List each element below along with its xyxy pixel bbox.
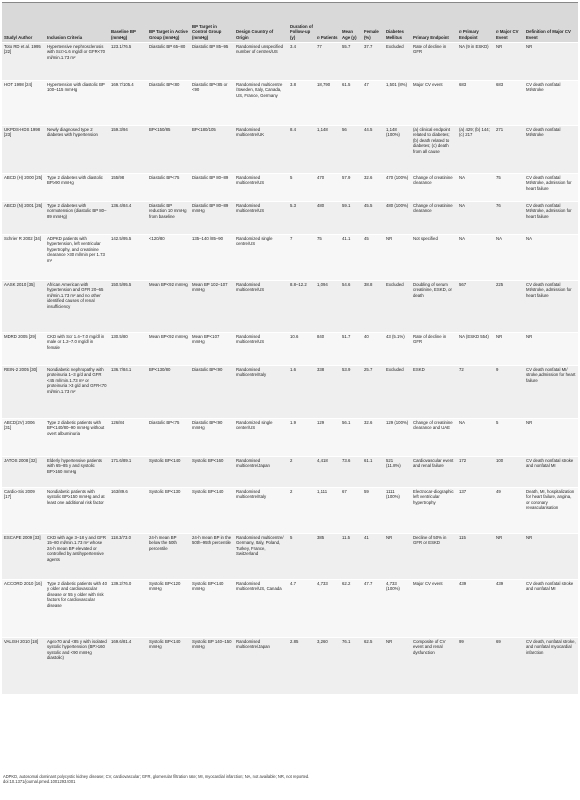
- table-cell: 129 (100%): [386, 420, 409, 425]
- table-cell: Diastolic BP 80–89: [192, 175, 229, 180]
- table-cell: NA: [459, 175, 465, 180]
- table-cell: 470 (100%): [386, 175, 409, 180]
- table-row: [2, 81, 578, 126]
- table-cell: Randomised unspecified number of centres/US: [236, 44, 284, 55]
- table-cell: Nondiabetic nephropathy with proteinuria 1–3 g/d and GFR <45 ml/min.1.73 m² or proteinuria >3 g/d and GFR<70 ml/min.1.73 m²: [47, 367, 107, 394]
- column-header: Duration of Follow-up (y): [290, 23, 313, 40]
- table-cell: 18,790: [317, 82, 331, 87]
- table-cell: Diastolic BP<80: [149, 82, 180, 87]
- table-cell: 59.1: [342, 203, 351, 208]
- table-cell: Schrier R 2002 [34]: [4, 236, 42, 241]
- table-cell: 169.7/105.4: [111, 82, 134, 87]
- table-cell: Diastolic BP 80–89 mmHg: [192, 203, 229, 214]
- table-row: [2, 202, 578, 235]
- column-header: Design Country of Origin: [236, 29, 274, 40]
- table-cell: 1,148 (100%): [386, 127, 400, 138]
- table-cell: ABCD (H) 2000 [25]: [4, 175, 43, 180]
- table-cell: 139.2/76.0: [111, 581, 132, 586]
- table-cell: Excluded: [386, 367, 404, 372]
- table-cell: Rate of decline in GFR: [413, 334, 447, 345]
- table-header: [2, 3, 578, 43]
- table-cell: 54.6: [342, 282, 351, 287]
- table-cell: 1,094: [317, 282, 328, 287]
- table-cell: Systolic BP<140 mmHg: [149, 639, 181, 650]
- table-cell: Mean BP<107 mmHg: [192, 334, 220, 345]
- table-cell: NA: [496, 236, 502, 241]
- table-cell: 2.85: [290, 639, 299, 644]
- table-cell: 99: [459, 639, 464, 644]
- table-cell: 150.5/95.5: [111, 282, 132, 287]
- table-cell: 53.9: [342, 367, 351, 372]
- table-cell: AASK 2010 [35]: [4, 282, 35, 287]
- abbreviations-note: ADPKD, autosomal dominant polycystic kidney disease; CV, cardiovascular; GFR, glomerular filtration rate; MI, myocardial infarction; NA, not available; NR, not reported.: [3, 774, 310, 779]
- table-cell: 567: [459, 282, 467, 287]
- table-cell: 45: [364, 236, 369, 241]
- table-cell: 123.1/76.5: [111, 44, 132, 49]
- table-cell: 3,260: [317, 639, 328, 644]
- table-row: [2, 43, 578, 81]
- table-cell: 59: [364, 489, 369, 494]
- table-footnote: [3, 774, 577, 785]
- table-cell: 45.5: [364, 203, 373, 208]
- table-row: [2, 126, 578, 174]
- table-cell: 3.8: [290, 82, 296, 87]
- table-cell: NR: [526, 535, 533, 540]
- table-cell: Randomised multicentre/US, Canada: [236, 581, 282, 592]
- table-cell: 44.5: [364, 127, 373, 132]
- table-cell: 1,111: [317, 489, 328, 494]
- table-cell: Randomised multicentre/US: [236, 282, 265, 293]
- header-row: [2, 3, 578, 43]
- column-header: Study/ Author: [4, 34, 33, 40]
- column-header: Female (%): [364, 29, 379, 40]
- column-header: n Primary Endpoint: [459, 29, 479, 40]
- table-cell: 338: [317, 367, 325, 372]
- table-cell: Composite of CV event and renal dysfunction: [413, 639, 446, 655]
- table-cell: 8.4: [290, 127, 296, 132]
- table-cell: NR: [496, 334, 503, 339]
- table-cell: 9: [496, 367, 499, 372]
- table-row: [2, 174, 578, 202]
- table-cell: Doubling of serum creatinine, ESKD, or death: [413, 282, 452, 298]
- table-cell: Mean BP 102–107 mmHg: [192, 282, 228, 293]
- table-cell: Diastolic BP<85 or <90: [192, 82, 228, 93]
- table-cell: 69: [496, 639, 501, 644]
- table-cell: 55.7: [342, 44, 351, 49]
- table-cell: Systolic BP 140–150 mmHg: [192, 639, 232, 650]
- table-cell: 521 (11.8%): [386, 458, 401, 469]
- table-cell: 118.3/73.0: [111, 535, 131, 540]
- table-cell: Hypertensive nephrosclerosis with Scr>1.6 mg/dl or GFR<70 ml/min.1.73 m²: [47, 44, 106, 60]
- table-cell: NA: [459, 236, 465, 241]
- table-cell: 4,418: [317, 458, 328, 463]
- table-cell: 76.1: [342, 639, 351, 644]
- table-cell: Randomised multicentre/Italy: [236, 489, 267, 500]
- table-cell: Not specified: [413, 236, 438, 241]
- table-cell: 171.6/89.1: [111, 458, 132, 463]
- table-cell: Cardio-Sis 2009 [17]: [4, 489, 35, 500]
- table-cell: Diastolic BP 85–95: [192, 44, 229, 49]
- table-cell: 61.5: [342, 82, 351, 87]
- table-cell: 172: [459, 458, 467, 463]
- table-row: [2, 333, 578, 366]
- table-cell: 439: [496, 581, 504, 586]
- table-cell: 683: [496, 82, 504, 87]
- table-cell: Electrocar-diographic left ventricular hypertrophy: [413, 489, 454, 505]
- table-cell: 1,501 (8%): [386, 82, 408, 87]
- table-cell: 51.7: [342, 334, 351, 339]
- table-cell: 43 (5.1%): [386, 334, 405, 339]
- table-cell: NA (ESKD 554): [459, 334, 489, 339]
- table-cell: NA: [459, 420, 465, 425]
- table-cell: 56.1: [342, 420, 351, 425]
- table-cell: NR: [386, 639, 393, 644]
- table-row: [2, 366, 578, 419]
- table-cell: Diastolic BP<75: [149, 420, 180, 425]
- table-cell: <120/80: [149, 236, 165, 241]
- table-cell: ABCD(2V) 2006 [31]: [4, 420, 35, 431]
- table-cell: Mean BP<92 mmHg: [149, 282, 188, 287]
- table-cell: Newly diagnosed type 2 diabetes with hypertension: [47, 127, 98, 138]
- table-cell: CV death nonfatal MI/stroke: [526, 127, 561, 138]
- table-cell: Type 2 diabetic patients with 40 y older and cardiovascular disease or 55 y older with risk factors for cardiovascular disease: [47, 581, 107, 608]
- table-cell: Diastolic BP<90: [192, 367, 223, 372]
- table-cell: 47.7: [364, 581, 373, 586]
- table-row: [2, 534, 578, 580]
- table-cell: 126/84: [111, 420, 125, 425]
- table-cell: 24-h mean BP in the 50th–95th percentile: [192, 535, 232, 546]
- table-cell: 4,733: [317, 581, 328, 586]
- table-cell: Toto RD et al. 1995 [22]: [4, 44, 41, 55]
- table-cell: Systolic BP<140: [192, 489, 224, 494]
- table-cell: 115: [459, 535, 466, 540]
- table-cell: 225: [496, 282, 504, 287]
- table-row: [2, 488, 578, 534]
- table-cell: 840: [317, 334, 325, 339]
- table-cell: CV death nonfatal MI/ stroke,admission for heart failure: [526, 367, 576, 383]
- table-cell: NR: [526, 334, 533, 339]
- table-cell: NR: [526, 420, 533, 425]
- table-row: [2, 235, 578, 281]
- table-cell: Death, MI, hospitalization for heart failure, angina, or coronary revascularisation: [526, 489, 575, 511]
- table-cell: CV death nonfatal MI/stroke, admission for heart failure: [526, 203, 572, 219]
- column-header: BP Target in Control Group (mmHg): [192, 23, 222, 40]
- table-cell: Major CV event: [413, 581, 443, 586]
- table-cell: 10.6: [290, 334, 299, 339]
- table-cell: 73.6: [342, 458, 351, 463]
- table-cell: 470: [317, 175, 325, 180]
- table-cell: 4,733 (100%): [386, 581, 400, 592]
- table-cell: 135–140 /85–90: [192, 236, 224, 241]
- table-cell: 8.8–12.2: [290, 282, 307, 287]
- column-header: n Major CV Event: [496, 29, 519, 40]
- table-cell: Randomised multicentre/Japan: [236, 639, 270, 650]
- table-cell: NR: [496, 44, 503, 49]
- table-cell: Change of creatinine clearance: [413, 175, 453, 186]
- table-cell: Randomised multicentre /Sweden, Italy, Canada, US, France, Germany: [236, 82, 283, 98]
- column-header: n Patients: [317, 34, 338, 40]
- table-cell: ACCORD 2010 [16]: [4, 581, 42, 586]
- table-cell: 77: [317, 44, 322, 49]
- table-cell: 5: [290, 535, 293, 540]
- table-cell: 4.7: [290, 581, 296, 586]
- column-header: Inclusion Criteria: [47, 34, 83, 40]
- table-cell: ESKD: [413, 367, 425, 372]
- table-cell: 100: [496, 458, 504, 463]
- table-cell: Randomised multicentre/ Germany, Italy, Poland, Turkey, France, Switzerland: [236, 535, 284, 557]
- table-cell: Rate of decline in GFR: [413, 44, 447, 55]
- table-cell: 385: [317, 535, 325, 540]
- table-cell: 159.3/94: [111, 127, 128, 132]
- column-header: Baseline BP (mmHg): [111, 29, 136, 40]
- table-cell: Mean BP<92 mmHg: [149, 334, 188, 339]
- table-cell: 155/98: [111, 175, 125, 180]
- table-cell: 62.5: [364, 639, 373, 644]
- table-cell: Randomized single centre/US: [236, 236, 273, 247]
- table-cell: 5: [496, 420, 499, 425]
- table-cell: Randomised multicentre/US: [236, 334, 265, 345]
- table-cell: 41.1: [342, 236, 351, 241]
- table-cell: NR: [526, 44, 533, 49]
- table-cell: 1.6: [290, 367, 296, 372]
- table-cell: Decline of 50% in GFR or ESKD: [413, 535, 447, 546]
- table-cell: Randomised multicentre/US: [236, 203, 265, 214]
- table-body: [2, 43, 578, 694]
- table-cell: BP<150/85: [149, 127, 171, 132]
- table-cell: CV death, nonfatal stroke, and nonfatal myocardial infarction: [526, 639, 576, 655]
- table-cell: 76: [496, 203, 501, 208]
- table-cell: 49: [496, 489, 501, 494]
- table-cell: African American with hypertension and GFR 20–65 ml/min.1.73 m² and no other identified causes of renal insufficiency: [47, 282, 104, 309]
- table-cell: BP<130/80: [149, 367, 171, 372]
- table-cell: NA: [459, 203, 465, 208]
- table-cell: UKPDS-HDS 1998 [23]: [4, 127, 41, 138]
- table-cell: CKD with Scr 1.4–7.0 mg/dl in male or 1.2–7.0 mg/dl in female: [47, 334, 105, 350]
- table-cell: 75: [317, 236, 322, 241]
- table-cell: 169.6/81.4: [111, 639, 132, 644]
- table-cell: 480 (100%): [386, 203, 409, 208]
- table-cell: Major CV event: [413, 82, 443, 87]
- table-cell: 136.4/84.4: [111, 203, 132, 208]
- table-cell: Diastolic BP<90 mmHg: [192, 420, 223, 431]
- table-cell: CV death nonfatal stroke and nonfatal MI: [526, 581, 574, 592]
- table-cell: 130.5/80: [111, 334, 128, 339]
- table-cell: 75: [496, 175, 501, 180]
- table-cell: 37.7: [364, 44, 373, 49]
- table-cell: Randomised multicentre/Italy: [236, 367, 267, 378]
- table-cell: 439: [459, 581, 467, 586]
- table-cell: 47: [364, 82, 369, 87]
- table-row: [2, 638, 578, 694]
- table-cell: Age≥70 and <85 y with isolated systolic hypertension (BP>160 systolic and <90 mmHg diastolic): [47, 639, 107, 661]
- table-cell: Excluded: [386, 282, 404, 287]
- table-cell: 2: [290, 458, 293, 463]
- table-cell: Change of creatinine clearance: [413, 203, 453, 214]
- table-row: [2, 457, 578, 488]
- table-cell: 136.7/84.1: [111, 367, 132, 372]
- table-cell: (a) 429; (b) 144; (c) 217: [459, 127, 490, 138]
- table-cell: Systolic BP<120 mmHg: [149, 581, 181, 592]
- table-cell: Diastolic BP<75: [149, 175, 180, 180]
- table-cell: 3.4: [290, 44, 296, 49]
- table-cell: (a) clinical endpoint related to diabetes; (b) death related to diabetes; (c) death from all cause: [413, 127, 451, 154]
- table-cell: VALISH 2010 [18]: [4, 639, 39, 644]
- table-cell: 38.8: [364, 282, 373, 287]
- table-cell: 57.9: [342, 175, 351, 180]
- table-cell: Type 2 diabetes with diastolic BP≥90 mmHg: [47, 175, 103, 186]
- table-cell: JATOS 2008 [32]: [4, 458, 37, 463]
- doi-note: doi:10.1371/journal.pmed.1001293.t001: [3, 779, 76, 785]
- table-cell: 1,148: [317, 127, 328, 132]
- table-cell: Hypertension with diastolic BP 100–115 mmHg: [47, 82, 105, 93]
- table-cell: 271: [496, 127, 504, 132]
- table-cell: 142.5/95.5: [111, 236, 132, 241]
- table-cell: 480: [317, 203, 325, 208]
- table-cell: Diastolic BP 65–80: [149, 44, 186, 49]
- column-header: Definition of Major CV Event: [526, 29, 571, 40]
- table-cell: 25.7: [364, 367, 373, 372]
- column-header: Primary Endpoint: [413, 34, 449, 40]
- table-cell: NR: [386, 236, 393, 241]
- table-cell: 129: [317, 420, 325, 425]
- table-row: [2, 281, 578, 333]
- table-cell: 163/89.6: [111, 489, 128, 494]
- table-cell: CKD with age 3–18 y and GFR 15–80 ml/min.1.73 m² whose 24-h mean BP elevated or controlled by antihypertensive agents: [47, 535, 106, 562]
- table-cell: Randomised multicentre/UK: [236, 127, 265, 138]
- table-cell: 32.6: [364, 175, 373, 180]
- table-cell: 41: [364, 535, 369, 540]
- table-cell: Randomised multicentre/US: [236, 175, 265, 186]
- table-cell: Randomised multicentre/Japan: [236, 458, 270, 469]
- table-cell: REIN-2 2005 [30]: [4, 367, 38, 372]
- table-cell: Cardiovascular event and renal failure: [413, 458, 454, 469]
- column-header: Mean Age (y): [342, 29, 357, 40]
- table-cell: 5.3: [290, 203, 296, 208]
- table-cell: Systolic BP<140: [149, 458, 181, 463]
- table-cell: 61.1: [364, 458, 373, 463]
- table-cell: Diastolic BP reduction 10 mmHg from baseline: [149, 203, 187, 219]
- table-cell: NA (9 in ESKD): [459, 44, 489, 49]
- table-cell: CV death nonfatal MI/stroke, admission for heart failure: [526, 175, 572, 191]
- table-cell: 11.5: [342, 535, 351, 540]
- table-cell: BP<180/105: [192, 127, 216, 132]
- table-cell: NR: [496, 535, 503, 540]
- table-cell: Systolic BP<130: [149, 489, 181, 494]
- table-cell: 683: [459, 82, 467, 87]
- table-cell: 32.6: [364, 420, 373, 425]
- table-cell: 40: [364, 334, 369, 339]
- table-cell: ABCD (N) 2001 [26]: [4, 203, 43, 208]
- table-cell: 7: [290, 236, 293, 241]
- column-header: BP Target in Active Group (mmHg): [149, 29, 188, 40]
- table-cell: CV death nonfatal MI/stroke: [526, 82, 561, 93]
- table-row: [2, 419, 578, 457]
- table-cell: Nondiabetic patients with systolic BP≥150 mmHg and at least one additional risk factor: [47, 489, 105, 505]
- table-cell: 137: [459, 489, 467, 494]
- table-row: [2, 580, 578, 638]
- table-cell: Change of creatinine clearance and UAE: [413, 420, 453, 431]
- table-cell: Type 2 diabetic patients with BP<140/80–90 mmHg without overt albuminuria: [47, 420, 105, 436]
- column-header: Diabetes Mellitus: [386, 29, 404, 40]
- table-cell: Excluded: [386, 44, 404, 49]
- table-cell: 62.2: [342, 581, 351, 586]
- table-cell: 72: [459, 367, 464, 372]
- table-cell: Randomized single center/US: [236, 420, 273, 431]
- table-cell: 2: [290, 489, 293, 494]
- table-cell: ESCAPE 2009 [33]: [4, 535, 41, 540]
- table-cell: Systolic BP<140 mmHg: [192, 581, 224, 592]
- table-cell: MDRD 2005 [29]: [4, 334, 37, 339]
- table-cell: 1.9: [290, 420, 296, 425]
- table-cell: NA: [526, 236, 532, 241]
- table-cell: CV death nonfatal stroke and nonfatal MI: [526, 458, 574, 469]
- table-cell: NR: [386, 535, 393, 540]
- table-cell: 67: [342, 489, 347, 494]
- table-cell: 24-h mean BP below the 50th percentile: [149, 535, 177, 551]
- table-cell: 5: [290, 175, 293, 180]
- table-cell: HOT 1998 [24]: [4, 82, 33, 87]
- table-cell: Systolic BP<160: [192, 458, 224, 463]
- table-cell: Type 2 diabetes with normotension (diastolic BP 80–89 mmHg): [47, 203, 107, 219]
- table-cell: CV death nonfatal MI/stroke, admission for heart failure: [526, 282, 572, 298]
- table-cell: 56: [342, 127, 347, 132]
- table-cell: Elderly hypertensive patients with 65–85 y and systolic BP>160 mmHg: [47, 458, 102, 474]
- trials-table: [2, 2, 578, 694]
- table-cell: 1111 (100%): [386, 489, 400, 500]
- table-cell: ADPKD patients with hypertension, left ventricular hypertrophy, and creatinine clearance >30 ml/min per 1.73 m²: [47, 236, 105, 263]
